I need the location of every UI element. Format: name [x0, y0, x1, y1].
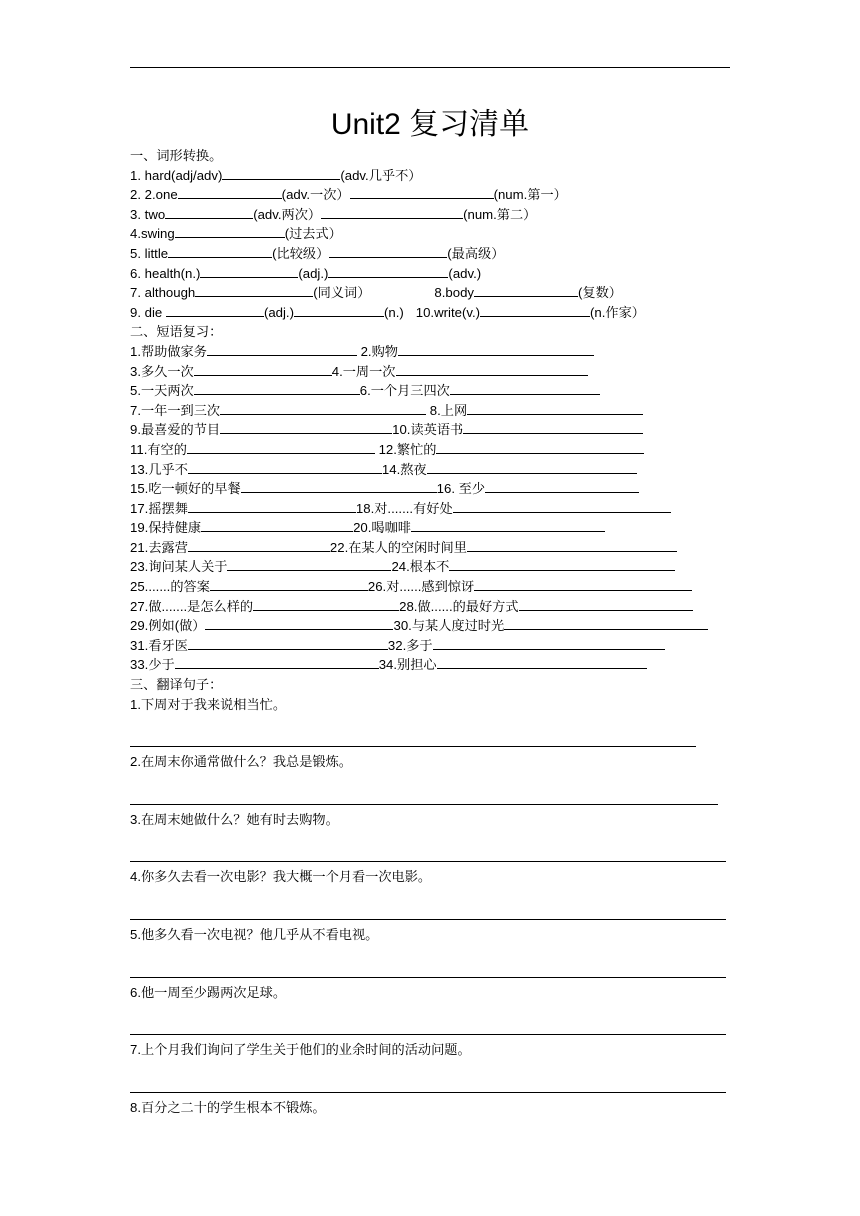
answer-blank[interactable]: [188, 499, 356, 513]
phrase-text: 28.做......的最好方式: [399, 598, 519, 614]
word-forms-list: [130, 166, 740, 323]
answer-blank[interactable]: [321, 205, 463, 219]
translation-answer-area[interactable]: [130, 1060, 740, 1098]
answer-blank[interactable]: [178, 185, 282, 199]
answer-blank[interactable]: [168, 244, 272, 258]
answer-blank[interactable]: [396, 362, 588, 376]
phrase-text: 20.喝咖啡: [353, 520, 411, 536]
answer-blank[interactable]: [398, 342, 594, 356]
answer-blank[interactable]: [195, 283, 313, 297]
answer-blank[interactable]: [480, 303, 590, 317]
phrase-text: 30.与某人度过时光: [393, 618, 505, 634]
phrase-text: 4.一周一次: [331, 363, 396, 379]
word-form-text: (num.第二）: [463, 206, 537, 222]
section1-heading: 一、词形转换。: [130, 148, 223, 163]
answer-blank[interactable]: [453, 499, 671, 513]
phrase-line: [130, 460, 740, 480]
answer-blank[interactable]: [187, 440, 375, 454]
word-form-text: (adv.几乎不）: [340, 167, 422, 183]
answer-blank[interactable]: [207, 342, 357, 356]
phrase-text: 31.看牙医: [130, 637, 188, 653]
phrase-line: [130, 342, 740, 362]
phrase-text: 11.有空的: [130, 441, 187, 457]
phrase-line: [130, 616, 740, 636]
phrase-text: 9.最喜爱的节目: [130, 422, 221, 438]
phrase-text: 8.上网: [426, 402, 468, 418]
phrase-text: 14.熬夜: [381, 461, 427, 477]
word-form-text: 1. hard(adj/adv): [130, 167, 223, 183]
phrase-line: [130, 557, 740, 577]
phrase-text: 21.去露营: [130, 539, 188, 555]
answer-blank[interactable]: [194, 381, 360, 395]
phrase-line: [130, 440, 740, 460]
phrase-line: [130, 420, 740, 440]
phrase-line: [130, 577, 740, 597]
phrase-text: 18.对.......有好处: [355, 500, 453, 516]
translation-prompt: 2.在周末你通常做什么？我总是锻炼。: [130, 754, 352, 770]
word-form-line: [130, 224, 740, 244]
phrase-text: 19.保持健康: [130, 520, 202, 536]
section3-heading: 三、翻译句子：: [130, 677, 223, 693]
header-rule: [130, 67, 730, 68]
answer-blank[interactable]: [188, 538, 330, 552]
answer-blank[interactable]: [194, 362, 332, 376]
word-form-text: 10.write(v.): [415, 304, 481, 320]
answer-rule: [130, 977, 726, 978]
phrase-text: 10.读英语书: [392, 422, 464, 438]
answer-blank[interactable]: [504, 616, 708, 630]
phrase-text: 5.一天两次: [130, 383, 194, 399]
phrase-text: 2.购物: [356, 343, 398, 359]
word-form-text: (adj.): [298, 265, 329, 281]
word-form-text: (同义词）: [313, 285, 371, 301]
word-form-line: [130, 166, 740, 186]
phrase-line: [130, 518, 740, 538]
word-form-text: (adv.一次）: [281, 187, 350, 203]
answer-rule: [130, 919, 726, 920]
answer-blank[interactable]: [474, 577, 692, 591]
answer-blank[interactable]: [463, 420, 643, 434]
phrase-text: 1.帮助做家务: [130, 343, 207, 359]
word-form-line: [130, 303, 740, 323]
phrase-text: 3.多久一次: [130, 363, 194, 379]
answer-blank[interactable]: [220, 401, 426, 415]
answer-blank[interactable]: [467, 401, 643, 415]
answer-blank[interactable]: [427, 460, 637, 474]
phrase-text: 32.多于: [387, 637, 433, 653]
answer-blank[interactable]: [449, 557, 675, 571]
word-form-text: 5. little: [130, 245, 169, 261]
word-form-line: [130, 264, 740, 284]
word-form-line: [130, 185, 740, 205]
phrase-text: 24.根本不: [391, 559, 450, 575]
phrase-text: 26.对......感到惊讶: [367, 579, 475, 595]
page-title: Unit2 复习清单: [330, 108, 530, 141]
translation-answer-area[interactable]: [130, 829, 740, 867]
answer-blank[interactable]: [165, 205, 253, 219]
answer-blank[interactable]: [328, 264, 448, 278]
translation-prompt: 6.他一周至少踢两次足球。: [130, 984, 287, 1000]
translation-prompt: 7.上个月我们询问了学生关于他们的业余时间的活动问题。: [130, 1042, 471, 1058]
word-form-text: (adj.): [263, 304, 294, 320]
translation-prompt: 4.你多久去看一次电影？我大概一个月看一次电影。: [130, 869, 432, 885]
answer-rule: [130, 1034, 726, 1035]
word-form-text: 7. although: [130, 285, 196, 301]
translation-list: [130, 695, 740, 1118]
answer-blank[interactable]: [200, 264, 298, 278]
phrase-text: 16. 至少: [436, 481, 486, 497]
answer-blank[interactable]: [411, 518, 605, 532]
translation-answer-area[interactable]: [130, 714, 740, 752]
word-form-text: (adv.两次）: [253, 206, 322, 222]
translation-prompt: 1.下周对于我来说相当忙。: [130, 696, 287, 712]
answer-blank[interactable]: [294, 303, 384, 317]
answer-blank[interactable]: [253, 597, 399, 611]
phrase-line: [130, 597, 740, 617]
phrase-line: [130, 499, 740, 519]
answer-blank[interactable]: [222, 166, 340, 180]
phrase-text: 12.繁忙的: [374, 441, 437, 457]
answer-blank[interactable]: [175, 224, 285, 238]
answer-rule: [130, 861, 726, 862]
answer-blank[interactable]: [227, 557, 391, 571]
phrase-text: 6.一个月三四次: [359, 383, 450, 399]
answer-blank[interactable]: [350, 185, 494, 199]
word-form-line: [130, 205, 740, 225]
answer-blank[interactable]: [467, 538, 677, 552]
word-form-text: 9. die: [130, 304, 166, 320]
word-form-text: 6. health(n.): [130, 265, 201, 281]
word-form-text: 4.swing: [130, 226, 175, 242]
translation-prompt: 8.百分之二十的学生根本不锻炼。: [130, 1099, 326, 1115]
translation-answer-area[interactable]: [130, 1002, 740, 1040]
word-form-text: 8.body: [434, 285, 475, 301]
phrase-text: 29.例如(做）: [130, 618, 206, 634]
phrase-line: [130, 362, 740, 382]
word-form-text: (复数）: [578, 285, 622, 301]
answer-blank[interactable]: [210, 577, 368, 591]
phrase-line: [130, 655, 740, 675]
translation-answer-area[interactable]: [130, 887, 740, 925]
answer-blank[interactable]: [201, 518, 353, 532]
worksheet-body: [130, 146, 740, 1117]
phrase-line: [130, 381, 740, 401]
phrase-line: [130, 479, 740, 499]
phrase-text: 7.一年一到三次: [130, 402, 221, 418]
answer-blank[interactable]: [436, 440, 644, 454]
word-form-line: [130, 283, 740, 303]
word-form-text: (num.第一）: [493, 187, 567, 203]
word-form-text: (n.作家）: [590, 304, 645, 320]
phrase-text: 27.做.......是怎么样的: [130, 598, 254, 614]
answer-blank[interactable]: [485, 479, 639, 493]
word-form-text: (n.): [383, 304, 404, 320]
phrase-text: 34.别担心: [378, 657, 437, 673]
phrase-line: [130, 401, 740, 421]
answer-blank[interactable]: [241, 479, 437, 493]
phrase-text: 25.......的答案: [130, 579, 210, 595]
answer-blank[interactable]: [433, 636, 665, 650]
answer-blank[interactable]: [166, 303, 264, 317]
phrases-list: [130, 342, 740, 675]
phrase-text: 13.几乎不: [130, 461, 188, 477]
phrase-line: [130, 636, 740, 656]
phrase-text: 33.少于: [130, 657, 175, 673]
answer-blank[interactable]: [450, 381, 600, 395]
answer-blank[interactable]: [220, 420, 392, 434]
translation-prompt: 5.他多久看一次电视？他几乎从不看电视。: [130, 927, 379, 942]
answer-blank[interactable]: [437, 655, 647, 669]
answer-blank[interactable]: [474, 283, 578, 297]
answer-blank[interactable]: [175, 655, 379, 669]
answer-blank[interactable]: [519, 597, 693, 611]
word-form-line: [130, 244, 740, 264]
phrase-text: 17.摇摆舞: [130, 500, 188, 516]
phrase-text: 15.吃一顿好的早餐: [130, 481, 241, 497]
section2-heading: 二、短语复习：: [130, 324, 223, 340]
translation-answer-area[interactable]: [130, 772, 740, 810]
answer-rule: [130, 746, 696, 747]
phrase-text: 22.在某人的空闲时间里: [329, 539, 467, 555]
word-form-text: 2. 2.one: [130, 187, 178, 203]
phrase-text: 23.询问某人关于: [130, 559, 228, 575]
phrase-line: [130, 538, 740, 558]
answer-blank[interactable]: [188, 636, 388, 650]
word-form-text: (过去式）: [284, 226, 342, 242]
translation-prompt: 3.在周末她做什么？她有时去购物。: [130, 811, 339, 827]
word-form-text: (比较级）: [272, 245, 330, 261]
word-form-text: (adv.): [448, 265, 482, 281]
answer-blank[interactable]: [205, 616, 393, 630]
answer-blank[interactable]: [188, 460, 382, 474]
word-form-text: (最高级）: [447, 245, 505, 261]
answer-rule: [130, 1092, 726, 1093]
answer-rule: [130, 804, 718, 805]
word-form-text: 3. two: [130, 206, 166, 222]
answer-blank[interactable]: [329, 244, 447, 258]
translation-answer-area[interactable]: [130, 945, 740, 983]
